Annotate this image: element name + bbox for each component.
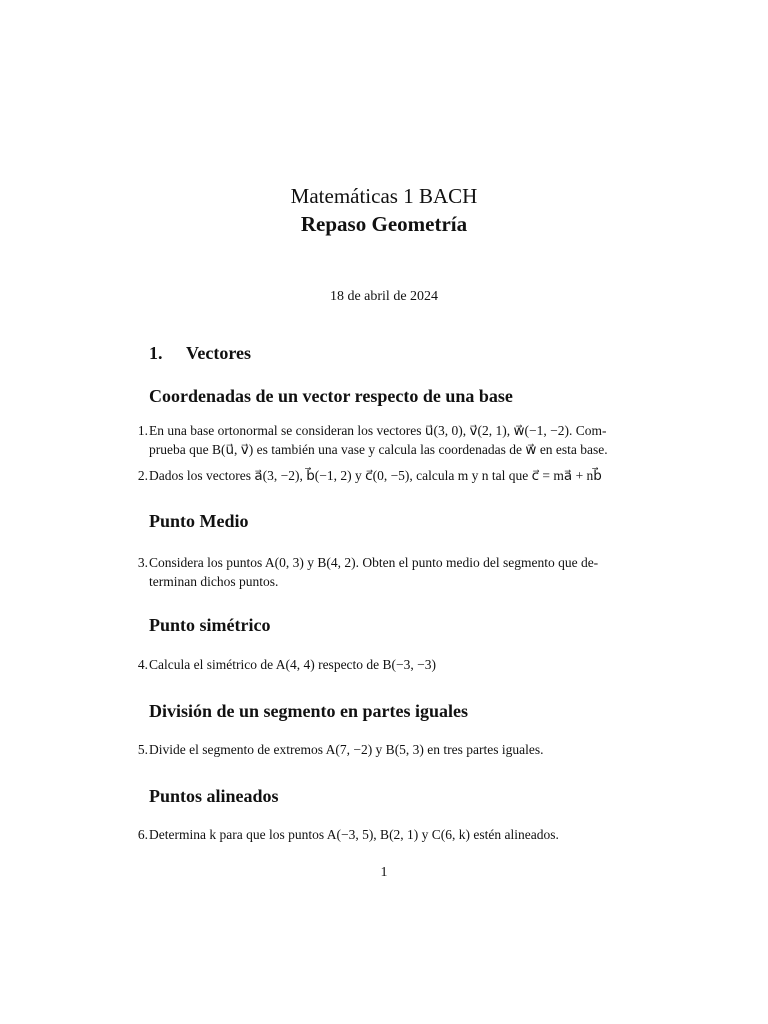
exercise-item <box>130 421 655 459</box>
exercise-text-line: Calcula el simétrico de A(4, 4) respecto de B(−3, −3) <box>149 657 437 672</box>
exercise-text-line: prueba que B(u⃗, v⃗) es también una vase y calcula las coordenadas de w⃗ en esta base. <box>149 442 608 457</box>
exercise-text-line: Divide el segmento de extremos A(7, −2) y B(5, 3) en tres partes iguales. <box>149 742 544 757</box>
subsection-heading-coordenadas: Coordenadas de un vector respecto de una base <box>149 386 513 406</box>
section-number: 1. <box>149 343 163 363</box>
page-number: 1 <box>380 865 388 880</box>
exercise-number: 3. <box>137 555 148 570</box>
exercise-text-line: Dados los vectores a⃗(3, −2), b⃗(−1, 2) y c⃗(0, −5), calcula m y n tal que c⃗ = ma⃗ + nb⃗ <box>149 468 602 483</box>
exercise-number: 2. <box>137 468 148 483</box>
subsection-heading-punto-simetrico: Punto simétrico <box>149 615 271 635</box>
exercise-number: 1. <box>137 423 148 438</box>
exercise-item <box>130 553 655 591</box>
exercise-item <box>130 466 655 485</box>
subsection-heading-punto-medio: Punto Medio <box>149 511 249 531</box>
exercise-item <box>130 740 655 759</box>
exercise-item <box>130 825 655 844</box>
course-title: Matemáticas 1 BACH <box>290 184 478 208</box>
section-title: Vectores <box>186 343 251 363</box>
exercise-number: 5. <box>137 742 148 757</box>
document-title: Repaso Geometría <box>300 212 468 236</box>
exercise-text-line: terminan dichos puntos. <box>149 574 279 589</box>
document-date: 18 de abril de 2024 <box>329 289 439 304</box>
exercise-text-line: Determina k para que los puntos A(−3, 5), B(2, 1) y C(6, k) estén alineados. <box>149 827 559 842</box>
exercise-number: 6. <box>137 827 148 842</box>
subsection-heading-division-segmento: División de un segmento en partes iguales <box>149 701 469 721</box>
exercise-item <box>130 655 655 674</box>
section-heading <box>149 343 251 364</box>
exercise-text-line: Considera los puntos A(0, 3) y B(4, 2). Obten el punto medio del segmento que de- <box>149 555 599 570</box>
exercise-text-line: En una base ortonormal se consideran los vectores u⃗(3, 0), v⃗(2, 1), w⃗(−1, −2). Com- <box>149 423 607 438</box>
exercise-number: 4. <box>137 657 148 672</box>
subsection-heading-puntos-alineados: Puntos alineados <box>149 786 279 806</box>
